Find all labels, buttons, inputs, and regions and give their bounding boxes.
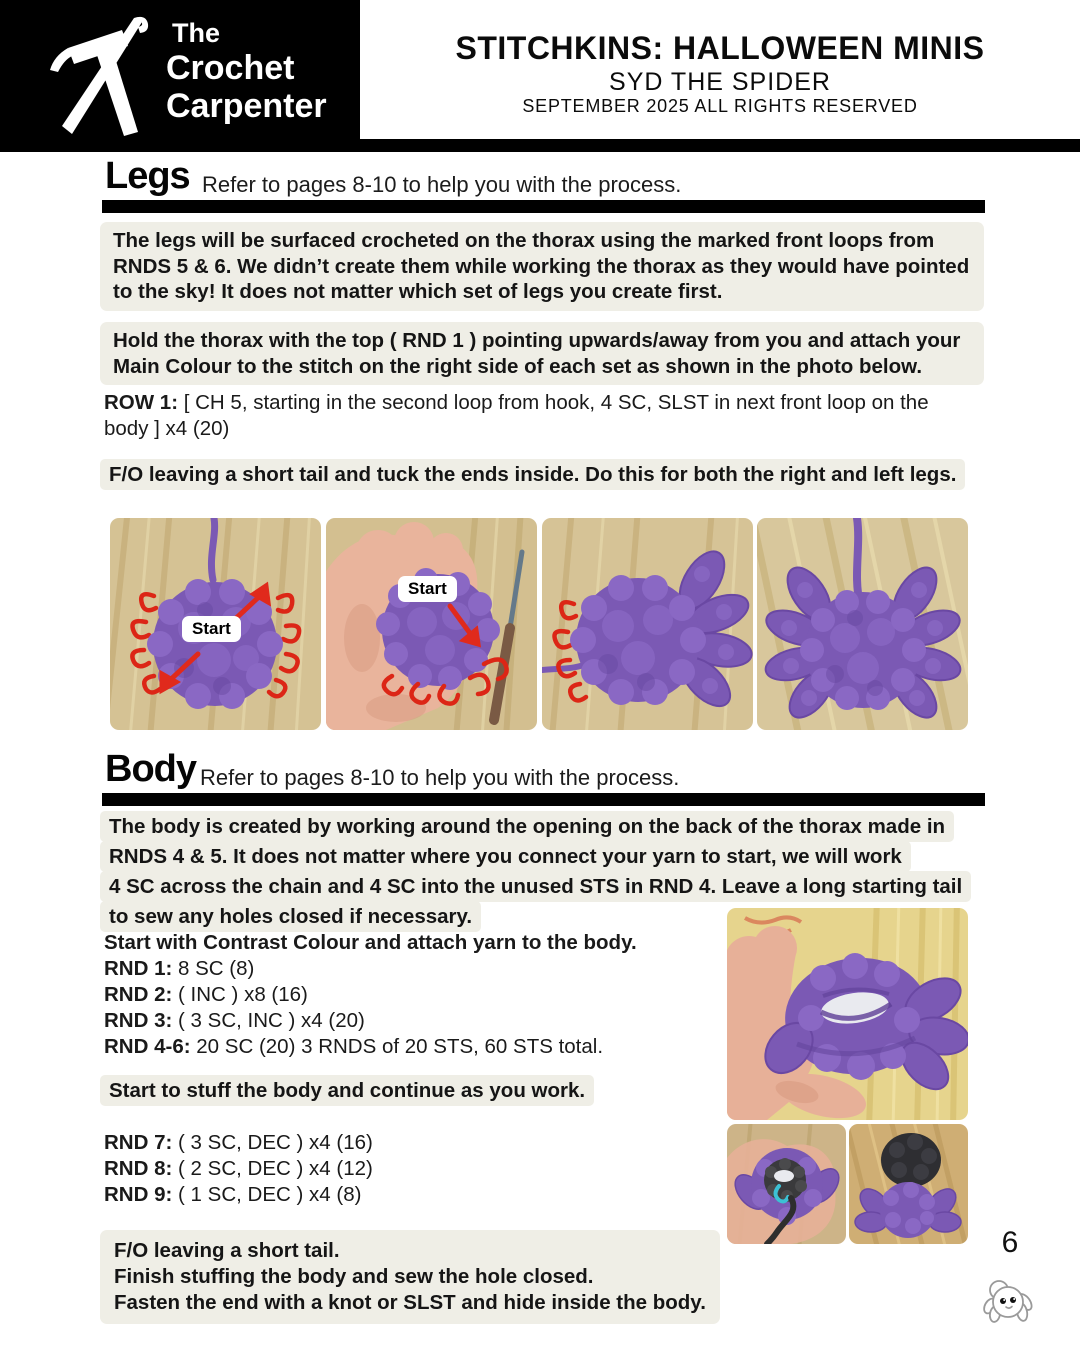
rnd-9-line <box>104 1182 373 1208</box>
copyright-line: SEPTEMBER 2025 ALL RIGHTS RESERVED <box>522 96 918 116</box>
brand-name-line2: Crochet <box>166 49 295 87</box>
body-intro-line1: The body is created by working around the opening on the back of the thorax made in <box>100 811 954 842</box>
spider-doodle-icon <box>982 1276 1034 1331</box>
page-number: 6 <box>1001 1226 1019 1259</box>
rnd-8-label: RND 8: <box>104 1157 173 1180</box>
rnd-4-6-label: RND 4-6: <box>104 1035 191 1058</box>
brand-name-line3: Carpenter <box>166 87 327 125</box>
rnd-1-label: RND 1: <box>104 957 173 980</box>
body-intro-line2: RNDS 4 & 5. It does not matter where you connect your yarn to start, we will work <box>100 841 911 872</box>
legs-paragraph-2-line1: Hold the thorax with the top ( RND 1 ) pointing upwards/away from you and attach your <box>113 329 961 352</box>
rnd-4-6-text: 20 SC (20) 3 RNDS of 20 STS, 60 STS total. <box>190 1035 604 1058</box>
legs-paragraph-2-line2: Main Colour to the stitch on the right side of each set as shown in the photo below. <box>113 354 923 378</box>
rnd-8-text: ( 2 SC, DEC ) x4 (12) <box>172 1157 373 1180</box>
legs-paragraph-2 <box>100 322 984 385</box>
brand-logo <box>38 12 338 140</box>
body-fasten-off-block <box>100 1230 720 1324</box>
start-label-photo2: Start <box>398 576 457 602</box>
pattern-subtitle: SYD THE SPIDER <box>609 68 831 96</box>
photo-both-legs-done <box>757 518 968 730</box>
legs-heading-note: Refer to pages 8-10 to help you with the process. <box>202 172 682 197</box>
body-heading: Body <box>105 748 196 790</box>
row1-label: ROW 1: <box>104 391 179 414</box>
body-fo-line3: Fasten the end with a knot or SLST and hide inside the body. <box>114 1291 706 1314</box>
brand-name <box>166 20 327 123</box>
legs-heading: Legs <box>105 155 190 197</box>
legs-paragraph-1-line1: The legs will be surfaced crocheted on the thorax using the marked front loops from <box>113 229 935 252</box>
rnd-3-text: ( 3 SC, INC ) x4 (20) <box>172 1009 365 1032</box>
legs-fasten-off-note <box>100 460 965 490</box>
contrast-colour-note: Start with Contrast Colour and attach yarn to the body. <box>104 931 637 954</box>
rnd-7-line <box>104 1130 373 1156</box>
body-fo-line2: Finish stuffing the body and sew the hole closed. <box>114 1265 594 1288</box>
legs-paragraph-1-line2: RNDS 5 & 6. We didn’t create them while working the thorax as they would have pointed <box>113 254 970 278</box>
photo-right-legs-done <box>542 518 753 730</box>
body-rounds-1 <box>104 930 637 1060</box>
row1-instruction <box>104 390 972 442</box>
body-rounds-2 <box>104 1130 373 1208</box>
photo-contrast-attach <box>727 1124 846 1244</box>
photo-attach-yarn-hand <box>326 518 537 730</box>
stuff-note <box>100 1076 594 1106</box>
body-divider-bar <box>102 793 985 806</box>
body-heading-note: Refer to pages 8-10 to help you with the process. <box>200 765 680 790</box>
photo-legs-marked-loops <box>110 518 321 730</box>
legs-paragraph-1 <box>100 222 984 311</box>
rnd-3-label: RND 3: <box>104 1009 173 1032</box>
rnd-1-text: 8 SC (8) <box>172 957 255 980</box>
legs-fasten-off-text: F/O leaving a short tail and tuck the ends inside. Do this for both the right and left legs. <box>100 459 965 490</box>
photo-body-opening <box>727 908 968 1120</box>
body-intro-line4: to sew any holes closed if necessary. <box>100 901 481 932</box>
legs-paragraph-1-line3: to the sky! It does not matter which set of legs you create first. <box>113 280 723 303</box>
rnd-4-6-line <box>104 1034 637 1060</box>
brand-name-line1: The <box>172 18 221 48</box>
rnd-8-line <box>104 1156 373 1182</box>
rnd-7-label: RND 7: <box>104 1131 173 1154</box>
rnd-2-label: RND 2: <box>104 983 173 1006</box>
rnd-9-text: ( 1 SC, DEC ) x4 (8) <box>172 1183 362 1206</box>
start-label-photo1: Start <box>182 616 241 642</box>
rnd-2-text: ( INC ) x8 (16) <box>172 983 308 1006</box>
photo-black-body-piece <box>849 1124 968 1244</box>
rnd-9-label: RND 9: <box>104 1183 173 1206</box>
row1-text: [ CH 5, starting in the second loop from hook, 4 SC, SLST in next front loop on the body ] x4 (20) <box>104 391 929 440</box>
rnd-7-text: ( 3 SC, DEC ) x4 (16) <box>172 1131 373 1154</box>
stuff-note-text: Start to stuff the body and continue as you work. <box>100 1075 594 1106</box>
legs-divider-bar <box>102 200 985 213</box>
pattern-title: STITCHKINS: HALLOWEEN MINIS <box>455 30 985 66</box>
rnd-2-line <box>104 982 637 1008</box>
rnd-1-line <box>104 956 637 982</box>
rnd-3-line <box>104 1008 637 1034</box>
body-intro-line3: 4 SC across the chain and 4 SC into the unused STS in RND 4. Leave a long starting tail <box>100 871 971 902</box>
body-fo-line1: F/O leaving a short tail. <box>114 1239 340 1262</box>
